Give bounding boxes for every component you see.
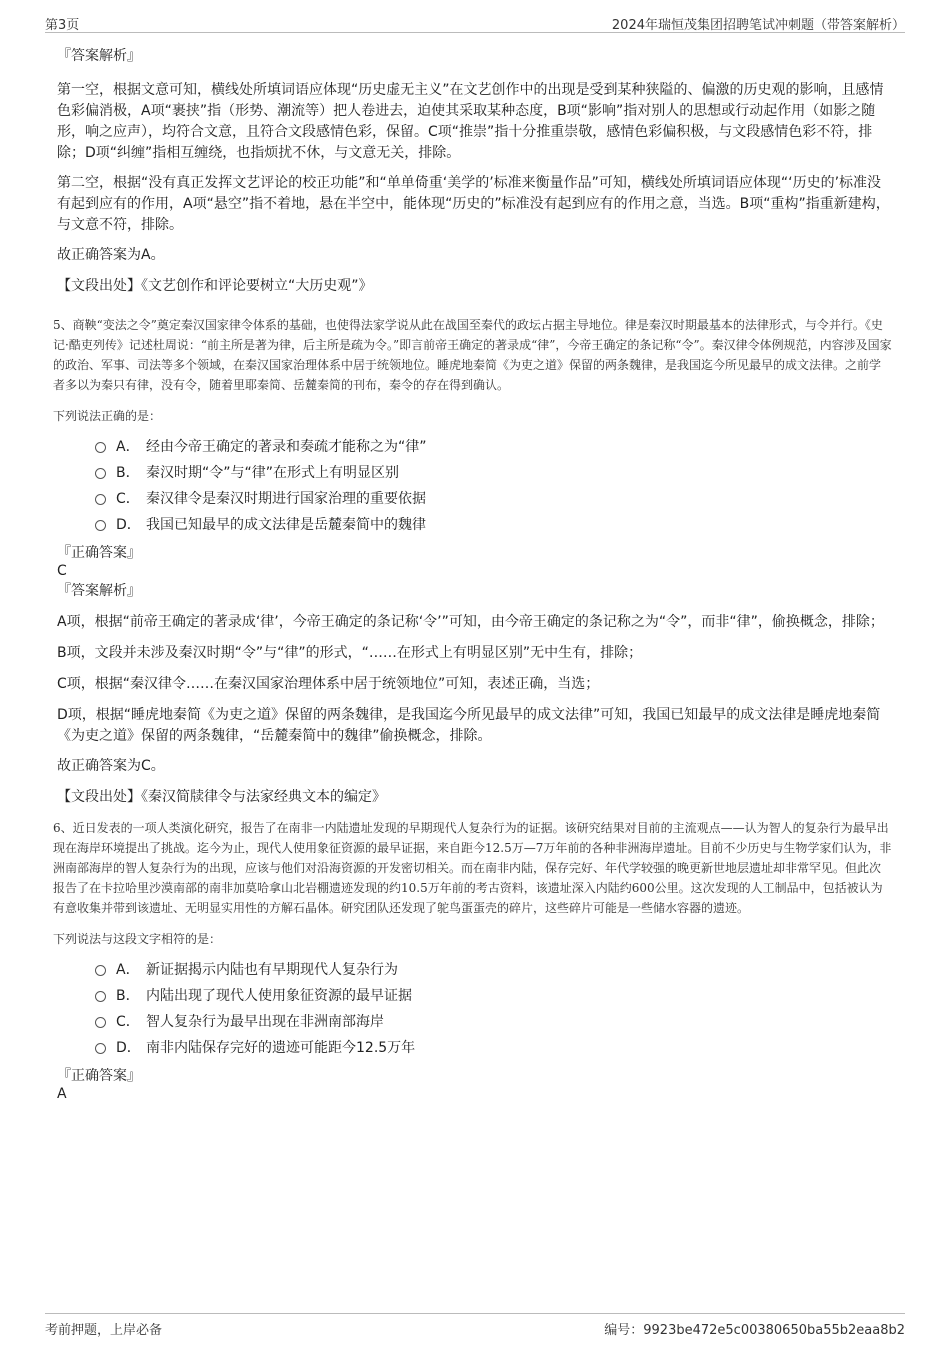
q5-answer: C [57, 563, 67, 579]
q5-analysis-label: 『答案解析』 [57, 583, 141, 599]
q6-passage: 6、近日发表的一项人类演化研究，报告了在南非一内陆遗址发现的早期现代人复杂行为的证据。该研究结果对目前的主流观点——认为智人的复杂行为最早出现在海岸环境提出了挑战。迄今为止，现代人使用象征资源的最早证据，来自距今12.5万—7万年前的各种非洲海岸遗址。目前不少历史与生物学家们认为，非洲南部海岸的智人复杂行为的出现，应该与他们对沿海资源的开发密切相关。而在南非内陆，保存完好、年代学较强的晚更新世地层遗址却非常罕见。但此次报告了在卡拉哈里沙漠南部的南非加莫哈拿山北岩棚遗迹发现的约10.5万年前的考古资料，该遗址深入内陆约600公里。这次发现的人工制品中，包括被认为有意收集并带到该遗址、无明显实用性的方解石晶体。研究团队还发现了鸵鸟蛋蛋壳的碎片，这些碎片可能是一些储水容器的遗迹。 [53, 821, 892, 915]
page-header [45, 14, 905, 33]
q4-analysis-label: 『答案解析』 [57, 48, 141, 64]
q6-options [57, 957, 892, 1061]
q5-conclusion: 故正确答案为C。 [57, 758, 165, 774]
footer-slogan: 考前押题，上岸必备 [45, 1323, 163, 1338]
page-number: 第3页 [45, 18, 80, 33]
radio-icon[interactable] [95, 1043, 106, 1054]
radio-icon[interactable] [95, 468, 106, 479]
q5-analysis-d: D项，根据“睡虎地秦简《为吏之道》保留的两条魏律，是我国迄今所见最早的成文法律”可知，我国已知最早的成文法律是睡虎地秦简《为吏之道》保留的两条魏律，“岳麓秦简中的魏律”偷换概念，排除。 [57, 707, 881, 744]
q4-conclusion: 故正确答案为A。 [57, 247, 165, 263]
radio-icon[interactable] [95, 494, 106, 505]
q4-analysis-p2: 第二空，根据“没有真正发挥文艺评论的校正功能”和“单单倚重‘美学的’标准来衡量作品”可知，横线处所填词语应体现“‘历史的’标准没有起到应有的作用，A项“悬空”指不着地，悬在半空中，能体现“历史的”标准没有起到应有的作用之意，当选。B项“重构”指重新建构，与文意不符，排除。 [57, 175, 890, 233]
q6-answer: A [57, 1086, 67, 1102]
q5-option-c[interactable]: C． 秦汉律令是秦汉时期进行国家治理的重要依据 [95, 486, 892, 512]
q5-passage: 5、商鞅“变法之令”奠定秦汉国家律令体系的基础，也使得法家学说从此在战国至秦代的政坛占据主导地位。律是秦汉时期最基本的法律形式，与令并行。《史记·酷吏列传》记述杜周说：“前主所是著为律，后主所是疏为令。”即言前帝王确定的著录成“律”，今帝王确定的条记称“令”。秦汉律令体例规范，内容涉及国家的政治、军事、司法等多个领域，在秦汉国家治理体系中居于统领地位。睡虎地秦简《为吏之道》保留的两条魏律，是我国迄今所见最早的成文法律。之前学者多以为秦只有律，没有令，随着里耶秦简、岳麓秦简的刊布，秦令的存在得到确认。 [53, 318, 892, 392]
radio-icon[interactable] [95, 991, 106, 1002]
q5-analysis-b: B项，文段并未涉及秦汉时期“令”与“律”的形式，“……在形式上有明显区别”无中生有，排除； [57, 645, 643, 661]
q5-options [57, 434, 892, 538]
q4-source: 【文段出处】《文艺创作和评论要树立“大历史观”》 [57, 278, 373, 294]
page-footer [45, 1313, 905, 1338]
q6-option-c[interactable]: C． 智人复杂行为最早出现在非洲南部海岸 [95, 1009, 892, 1035]
radio-icon[interactable] [95, 965, 106, 976]
q5-analysis-c: C项，根据“秦汉律令……在秦汉国家治理体系中居于统领地位”可知，表述正确，当选； [57, 676, 600, 692]
q4-analysis-p1: 第一空，根据文意可知，横线处所填词语应体现“历史虚无主义”在文艺创作中的出现是受到某种狭隘的、偏激的历史观的影响，且感情色彩偏消极，A项“裹挟”指（形势、潮流等）把人卷进去，迫使其采取某种态度，B项“影响”指对别人的思想或行动起作用（如影之随形，响之应声），均符合文意，且符合文段感情色彩，保留。C项“推崇”指十分推重崇敬，感情色彩偏积极，与文段感情色彩不符，排除；D项“纠缠”指相互缠绕，也指烦扰不休，与文意无关，排除。 [57, 82, 884, 161]
q6-stem: 下列说法与这段文字相符的是： [53, 932, 222, 946]
main-content [53, 46, 892, 1103]
q5-option-d[interactable]: D． 我国已知最早的成文法律是岳麓秦简中的魏律 [95, 512, 892, 538]
q6-option-d[interactable]: D． 南非内陆保存完好的遗迹可能距今12.5万年 [95, 1035, 892, 1061]
q5-stem: 下列说法正确的是： [53, 409, 162, 423]
radio-icon[interactable] [95, 1017, 106, 1028]
footer-id: 编号：9923be472e5c00380650ba55b2eaa8b2 [604, 1323, 905, 1338]
radio-icon[interactable] [95, 520, 106, 531]
q5-option-a[interactable]: A． 经由今帝王确定的著录和奏疏才能称之为“律” [95, 434, 892, 460]
q5-source: 【文段出处】《秦汉简牍律令与法家经典文本的编定》 [57, 789, 386, 805]
q5-option-b[interactable]: B． 秦汉时期“令”与“律”在形式上有明显区别 [95, 460, 892, 486]
document-title: 2024年瑞恒茂集团招聘笔试冲刺题（带答案解析） [611, 18, 905, 33]
q6-option-a[interactable]: A． 新证据揭示内陆也有早期现代人复杂行为 [95, 957, 892, 983]
q6-answer-label: 『正确答案』 [57, 1068, 141, 1084]
q5-analysis-a: A项，根据“前帝王确定的著录成‘律’，今帝王确定的条记称‘令’”可知，由今帝王确定的条记称之为“令”，而非“律”，偷换概念，排除； [57, 614, 884, 630]
q5-answer-label: 『正确答案』 [57, 545, 141, 561]
radio-icon[interactable] [95, 442, 106, 453]
q6-option-b[interactable]: B． 内陆出现了现代人使用象征资源的最早证据 [95, 983, 892, 1009]
